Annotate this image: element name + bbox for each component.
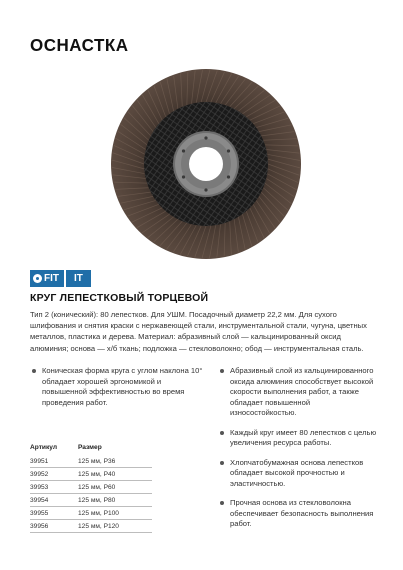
table-row	[30, 520, 152, 533]
feature-item: Хлопчатобумажная основа лепестков обладает высокой прочностью и эластичностью.	[218, 458, 378, 490]
size-cell: 125 мм, Р40	[78, 468, 152, 481]
size-cell: 125 мм, Р36	[78, 455, 152, 468]
table-row	[30, 481, 152, 494]
article-cell: 39953	[30, 481, 78, 494]
header-article: Артикул	[30, 444, 58, 451]
table-row	[30, 468, 152, 481]
table-header-row	[30, 444, 152, 455]
article-cell: 39954	[30, 494, 78, 507]
size-cell: 125 мм, Р120	[78, 520, 152, 533]
product-image	[110, 68, 302, 260]
series-badge: IT	[66, 270, 91, 287]
logo-text: FIT	[44, 273, 59, 284]
article-cell: 39952	[30, 468, 78, 481]
product-title: КРУГ ЛЕПЕСТКОВЫЙ ТОРЦЕВОЙ	[30, 292, 209, 304]
specs-table	[30, 444, 152, 533]
table-row	[30, 507, 152, 520]
article-cell: 39955	[30, 507, 78, 520]
feature-item: Коническая форма круга с углом наклона 10° обладает хорошей эргономикой и повышенной эффективностью во время проведения работ.	[30, 366, 205, 408]
article-cell: 39956	[30, 520, 78, 533]
size-cell: 125 мм, Р80	[78, 494, 152, 507]
table-row	[30, 455, 152, 468]
logo-mark-icon	[33, 274, 42, 283]
header-size: Размер	[78, 444, 102, 451]
page-title: ОСНАСТКА	[30, 35, 129, 56]
features-right-list	[218, 366, 378, 539]
flap-disc-icon	[110, 68, 302, 260]
feature-item: Абразивный слой из кальцинированного оксида алюминия способствует высокой скорости выполнения работ, а также обладает повышенной износостойкостью.	[218, 366, 378, 419]
product-description: Тип 2 (конический): 80 лепестков. Для УШМ. Посадочный диаметр 22,2 мм. Для сухого шлифования и снятия краски с нержавеющей стали, инструментальной стали, чугуна, цветных металлов, пластика и дерева. Материал: абразивный слой — кальцинированный оксид алюминия; основа — х/б ткань; подложка — стекловолокно; обод — инструментальная сталь.	[30, 310, 367, 353]
size-cell: 125 мм, Р60	[78, 481, 152, 494]
fit-logo	[30, 270, 64, 287]
features-left-list	[30, 366, 205, 417]
brand-logo	[30, 270, 91, 287]
table-row	[30, 494, 152, 507]
feature-item: Каждый круг имеет 80 лепестков с целью увеличения ресурса работы.	[218, 428, 378, 449]
feature-item: Прочная основа из стекловолокна обеспечивает безопасность выполнения работ.	[218, 498, 378, 530]
size-cell: 125 мм, Р100	[78, 507, 152, 520]
article-cell: 39951	[30, 455, 78, 468]
